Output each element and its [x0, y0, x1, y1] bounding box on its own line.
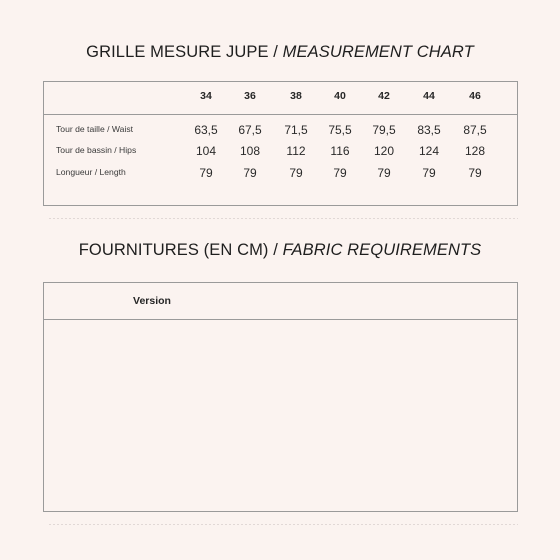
table-cell: 128	[464, 144, 486, 158]
fabric-requirements-title: FOURNITURES (EN CM) / FABRIC REQUIREMENTS	[78, 241, 482, 259]
table-cell: 112	[286, 144, 306, 158]
table-cell: 87,5	[463, 123, 487, 137]
table-cell: 63,5	[194, 123, 218, 137]
table-cell: 79,5	[372, 123, 396, 137]
dotted-separator	[48, 218, 518, 219]
row-label: Tour de bassin / Hips	[56, 145, 137, 155]
table-cell: 79	[422, 166, 436, 180]
row-label: Longueur / Length	[56, 167, 126, 177]
table-cell: 79	[289, 166, 303, 180]
table-cell: 79	[199, 166, 213, 180]
table-cell: 104	[195, 144, 217, 158]
table-cell: 79	[468, 166, 482, 180]
table-cell: 75,5	[328, 123, 352, 137]
table-cell: 79	[243, 166, 257, 180]
table-cell: 120	[373, 144, 395, 158]
size-header: 42	[378, 90, 390, 102]
header-divider	[43, 114, 518, 115]
dotted-separator	[48, 524, 518, 525]
size-header: 38	[290, 90, 302, 102]
size-header: 44	[423, 90, 435, 102]
table-cell: 79	[333, 166, 347, 180]
table-cell: 83,5	[417, 123, 441, 137]
measurement-chart-title: GRILLE MESURE JUPE / MEASUREMENT CHART	[86, 43, 474, 61]
row-label: Tour de taille / Waist	[56, 124, 134, 134]
version-header: Version	[133, 295, 171, 307]
table-cell: 71,5	[284, 123, 308, 137]
fabric-table	[43, 282, 518, 512]
size-header: 34	[200, 90, 212, 102]
size-header: 36	[244, 90, 256, 102]
table-cell: 124	[418, 144, 440, 158]
size-header: 40	[334, 90, 346, 102]
table-cell: 79	[377, 166, 391, 180]
table-cell: 67,5	[238, 123, 262, 137]
table-cell: 116	[330, 144, 350, 158]
size-header: 46	[469, 90, 481, 102]
table-cell: 108	[239, 144, 261, 158]
header-divider	[43, 319, 518, 320]
